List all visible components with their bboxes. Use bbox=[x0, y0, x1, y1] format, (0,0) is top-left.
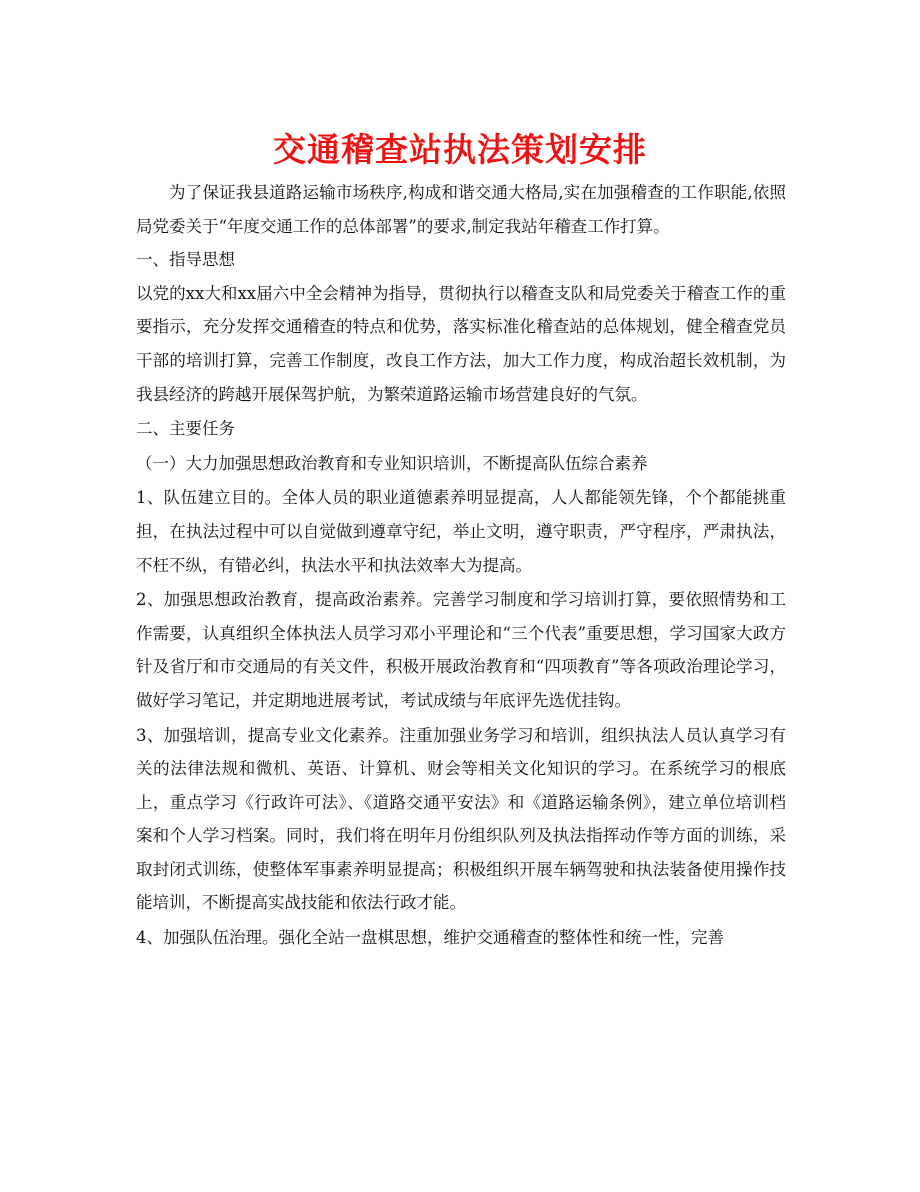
intro-paragraph: 为了保证我县道路运输市场秩序,构成和谐交通大格局,实在加强稽查的工作职能,依照局党委关于“年度交通工作的总体部署”的要求,制定我站年稽查工作打算。 bbox=[136, 183, 786, 236]
task-item-1: 1、队伍建立目的。全体人员的职业道德素养明显提高，人人都能领先锋，个个都能挑重担，在执法过程中可以自觉做到遵章守纪，举止文明，遵守职责，严守程序，严肃执法，不枉不纵，有错必纠，执法水平和执法效率大为提高。 bbox=[136, 488, 786, 575]
task-item-4: 4、加强队伍治理。强化全站一盘棋思想，维护交通稽查的整体性和统一性，完善 bbox=[136, 928, 724, 948]
task-item-3: 3、加强培训，提高专业文化素养。注重加强业务学习和培训，组织执法人员认真学习有关的法律法规和微机、英语、计算机、财会等相关文化知识的学习。在系统学习的根底上，重点学习《行政许可法》、《道路交通平安法》和《道路运输条例》，建立单位培训档案和个人学习档案。同时，我们将在明年月份组织队列及执法指挥动作等方面的训练，采取封闭式训练，使整体军事素养明显提高；积极组织开展车辆驾驶和执法装备使用操作技能培训，不断提高实战技能和依法行政才能。 bbox=[136, 725, 786, 913]
guiding-ideology-paragraph: 以党的xx大和xx届六中全会精神为指导，贯彻执行以稽查支队和局党委关于稽查工作的重要指示，充分发挥交通稽查的特点和优势，落实标准化稽查站的总体规划，健全稽查党员干部的培训打算，完善工作制度，改良工作方法，加大工作力度，构成治超长效机制，为我县经济的跨越开展保驾护航，为繁荣道路运输市场营建良好的气氛。 bbox=[136, 283, 786, 404]
subsection-heading-1: （一）大力加强思想政治教育和专业知识培训，不断提高队伍综合素养 bbox=[136, 453, 648, 473]
task-item-2: 2、加强思想政治教育，提高政治素养。完善学习制度和学习培训打算，要依照情势和工作需要，认真组织全体执法人员学习邓小平理论和“三个代表”重要思想，学习国家大政方针及省厅和市交通局的有关文件，积极开展政治教育和“四项教育”等各项政治理论学习，做好学习笔记，并定期地进展考试，考试成绩与年底评先选优挂钩。 bbox=[136, 590, 786, 710]
document-body bbox=[136, 176, 786, 955]
section-heading-guiding-ideology: 一、指导思想 bbox=[136, 250, 235, 270]
document-title: 交通稽查站执法策划安排 bbox=[273, 130, 647, 169]
section-heading-main-tasks: 二、主要任务 bbox=[136, 419, 235, 439]
